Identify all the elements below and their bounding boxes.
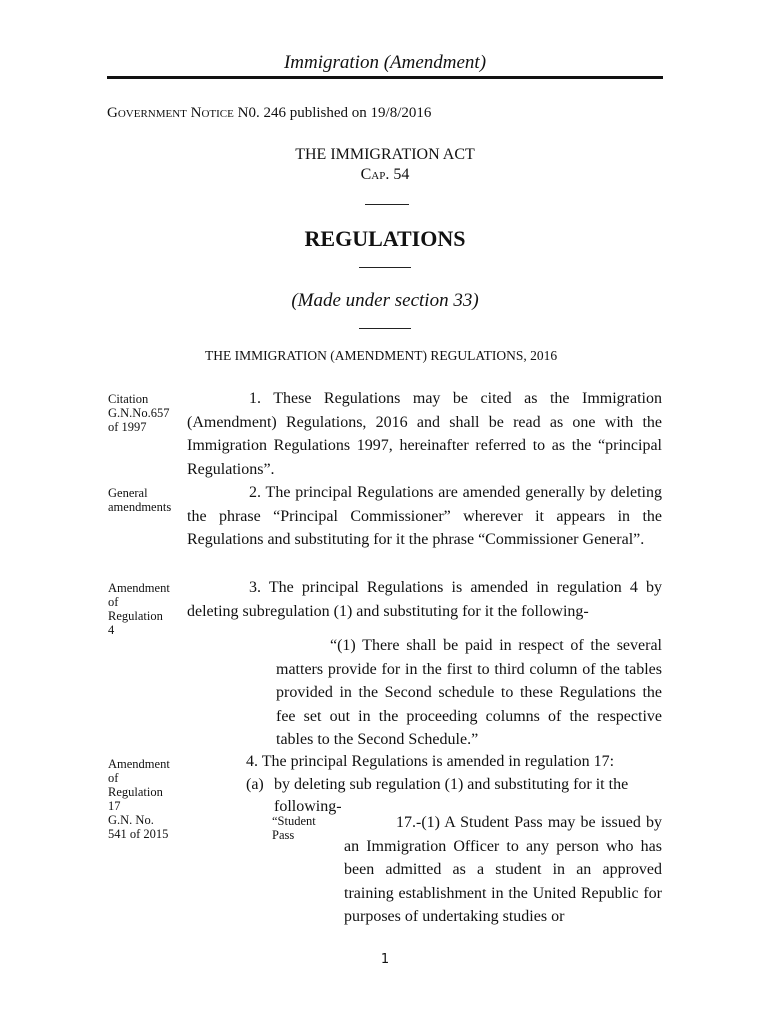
- margin-note-citation: Citation G.N.No.657 of 1997: [108, 392, 170, 434]
- header-rule: [107, 76, 663, 79]
- margin-note-student-pass: “Student Pass: [272, 814, 316, 842]
- page-number: 1: [380, 952, 390, 967]
- regulations-heading: REGULATIONS: [304, 226, 466, 251]
- regulations-title: THE IMMIGRATION (AMENDMENT) REGULATIONS, 2016: [205, 348, 558, 363]
- section-3-body: 3. The principal Regulations is amended in regulation 4 by deleting subregulation (1) and substituting for it the following-: [187, 579, 662, 620]
- section-4-intro: 4. The principal Regulations is amended in regulation 17:: [246, 753, 615, 770]
- notice-prefix: Government Notice: [107, 105, 234, 121]
- divider-rule: [359, 328, 411, 329]
- item-a-line-1: by deleting sub regulation (1) and substituting for it the: [274, 776, 629, 793]
- section-3-quote-body: “(1) There shall be paid in respect of the several matters provide for in the first to third column of the tables provided in the Second schedule to these Regulations the fee set out in the proceeding columns of the respective tables to the Second Schedule.”: [276, 637, 662, 748]
- running-header: Immigration (Amendment): [283, 52, 487, 73]
- government-notice: [107, 105, 431, 122]
- divider-rule: [365, 204, 409, 205]
- item-a-line-2: following-: [274, 798, 342, 815]
- student-pass-body: 17.-(1) A Student Pass may be issued by an Immigration Officer to any person who has been admitted as a student in an approved training establishment in the United Republic for purposes of undertaking studies or: [344, 814, 662, 925]
- section-1-text: [187, 387, 662, 481]
- cap-number: . 54: [385, 166, 410, 183]
- section-1-body: 1. These Regulations may be cited as the Immigration (Amendment) Regulations, 2016 and shall be read as one with the Immigration Regulations 1997, hereinafter referred to as the “principal Regulations”.: [187, 390, 662, 478]
- section-3-quote: [276, 634, 662, 752]
- act-cap: [0, 166, 770, 184]
- section-2-text: [187, 481, 662, 552]
- item-a-label: (a): [246, 776, 264, 793]
- notice-text: N0. 246 published on 19/8/2016: [233, 105, 432, 121]
- cap-label: Cap: [360, 166, 386, 183]
- margin-note-reg-4: Amendment of Regulation 4: [108, 581, 170, 637]
- act-title: THE IMMIGRATION ACT: [295, 146, 475, 163]
- margin-note-general: General amendments: [108, 486, 172, 514]
- margin-note-reg-17: Amendment of Regulation 17 G.N. No. 541 of 2015: [108, 757, 170, 841]
- student-pass-text: [344, 811, 662, 929]
- divider-rule: [359, 267, 411, 268]
- section-2-body: 2. The principal Regulations are amended generally by deleting the phrase “Principal Commissioner” wherever it appears in the Regulations and substituting for it the phrase “Commissioner General”.: [187, 484, 662, 548]
- made-under-section: (Made under section 33): [291, 290, 479, 311]
- section-3-text: [187, 576, 662, 623]
